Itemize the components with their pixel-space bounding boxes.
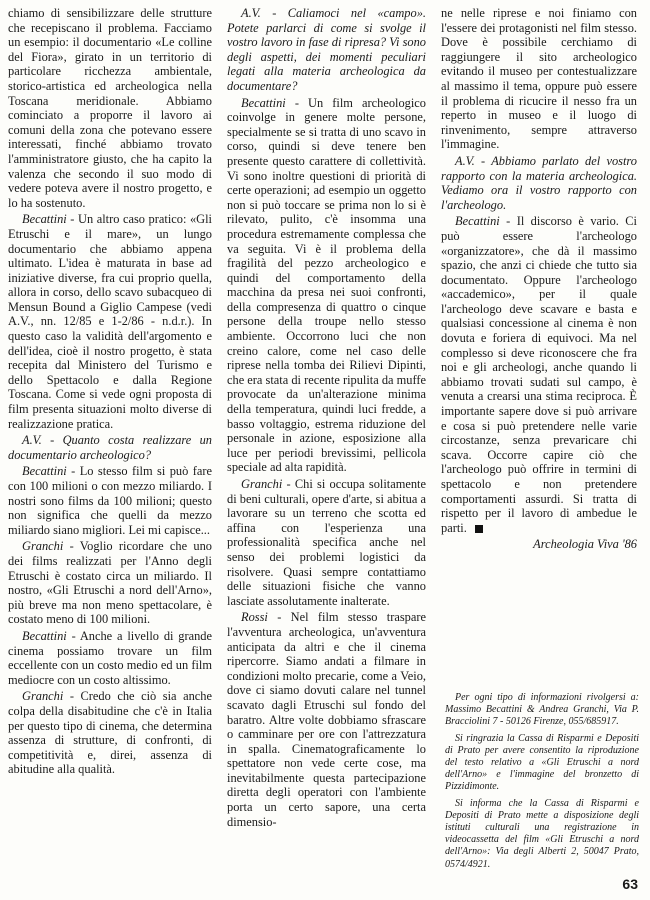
paragraph	[227, 610, 426, 829]
paragraph-text: - Voglio ricordare che uno dei films realizzati per l'Anno degli Etruschi è costato circa un miliardo. Il nostro, «Gli Etruschi a nord dell'Arno», più breve ma non meno spettacolare, è costato meno di 100 milioni.	[8, 539, 212, 627]
footnote: Si ringrazia la Cassa di Risparmi e Depositi di Prato per avere consentito la riproduzione del testo relativo a «Gli Etruschi a nord dell'Arno» e l'immagine del bronzetto di Pizzidimonte.	[445, 732, 639, 793]
paragraph	[441, 154, 637, 212]
paragraph	[8, 689, 212, 777]
interview-question: - Caliamoci nel «campo». Potete parlarci di come si svolge il vostro lavoro in fase di ripresa? Vi sono degli aspetti, dei momenti peculiari legati alla materia archeologica da documentare?	[227, 6, 426, 93]
paragraph	[8, 629, 212, 687]
paragraph-text: - Anche a livello di grande cinema possiamo trovare un film eccellente con un costo medio ed un film mediocre con un costo altissimo.	[8, 628, 212, 687]
speaker-name: Granchi	[22, 689, 64, 704]
paragraph	[8, 464, 212, 537]
speaker-name: A.V.	[22, 433, 42, 448]
interview-question: - Quanto costa realizzare un documentario archeologico?	[8, 433, 212, 462]
speaker-name: Becattini	[22, 464, 67, 479]
paragraph-text: - Il discorso è vario. Ci può essere l'archeologo «organizzatore», che dà il massimo spazio, che anzi ci chiede che tutto sia documentato. Oppure l'archeologo «accademico», per il quale l'archeologo deve scavare e basta e qualsiasi concessione al cinema è non dovuta e foriera di equivoci. Ma nel complesso si deve riconoscere che fra noi e gli archeologi, anche quando li abbiamo trovati sudati sul campo, è venuta a crearsi una stima reciproca. È importante sapere dove si può arrivare e cosa si può pretendere nelle varie circostanze, senza prevaricare chi scava. Occorre capire ciò che l'archeologo può offrire in termini di spettacolo e non pretendere comportamenti assurdi. Si tratta di rispetto per il lavoro di ambedue le parti.	[441, 214, 637, 535]
footnotes	[445, 692, 639, 875]
paragraph-text: chiamo di sensibilizzare delle strutture che recepiscano il problema. Facciamo un esempio: il documentario «Le colline del Fiora», girato in un territorio di particolare ricchezza ambientale, storico-artistica ed archeologica nella Toscana meridionale. Abbiamo cominciato a proporre il lavoro ai comuni della zona che potevano essere interessati, finché abbiamo trovato l'amministratore giusto, che ha capito la valenza che secondo il suo modo di vedere poteva avere il nostro progetto, e lo ha sostenuto.	[8, 6, 212, 210]
speaker-name: A.V.	[455, 153, 475, 168]
paragraph	[8, 539, 212, 627]
footnote: Per ogni tipo di informazioni rivolgersi a: Massimo Becattini & Andrea Granchi, Via P. Bracciolini 7 - 50126 Firenze, 055/685917.	[445, 692, 639, 728]
interview-question: - Abbiamo parlato del vostro rapporto con la materia archeologica. Vediamo ora il vostro rapporto con l'archeologo.	[441, 153, 637, 212]
speaker-name: Granchi	[241, 477, 283, 491]
paragraph	[441, 214, 637, 535]
paragraph-text: - Credo che ciò sia anche colpa della disabitudine che c'è in Italia per questo tipo di cinema, che determina assenza di strutture, di confronti, di competitività e, direi, assenza di abitudine alla qualità.	[8, 689, 212, 777]
end-square-icon	[475, 525, 483, 533]
speaker-name: Becattini	[455, 214, 500, 229]
paragraph-text: - Un altro caso pratico: «Gli Etruschi e il mare», un lungo documentario che abbiamo appena ultimato. L'idea è maturata in base ad iniziative diverse, fra cui proprio quella, allora in corso, dello scavo subacqueo di Mensun Bound a Giglio Campese (vedi A.V., nn. 12/85 e 1-2/86 - n.d.r.). In questo caso la validità dell'argomento e dell'idea, cioè il nostro progetto, è stata recepita dal Ministero del Turismo e dello Spettacolo e dalla Regione Toscana. Come si vede ogni proposta di film presenta situazioni molto diverse di realizzazione pratica.	[8, 212, 212, 431]
speaker-name: A.V.	[241, 6, 261, 20]
paragraph	[227, 6, 426, 94]
speaker-name: Becattini	[241, 95, 286, 110]
paragraph	[8, 212, 212, 431]
paragraph	[8, 433, 212, 462]
paragraph-text: - Chi si occupa solitamente di beni culturali, opere d'arte, si abitua a lavorare su un terreno che scotta ed affina con l'esperienza una professionalità specifica anche nel senso dei problemi logistici da risolvere. Quasi sempre contattiamo delle situazioni fisiche che vanno lasciate assolutamente inalterate.	[227, 477, 426, 608]
paragraph	[8, 6, 212, 210]
footnote: Si informa che la Cassa di Risparmi e Depositi di Prato mette a disposizione degli istituti culturali una registrazione in videocassetta del film «Gli Etruschi a nord dell'Arno»: Via degli Alberti 2, 50047 Prato, 0574/4921.	[445, 797, 639, 870]
article-column-3	[441, 6, 637, 552]
speaker-name: Becattini	[22, 212, 67, 227]
paragraph-text: - Un film archeologico coinvolge in genere molte persone, specialmente se si tratta di uno scavo in corso, quindi si deve tenere ben presente questo carattere di collettività. Vi sono inoltre questioni di priorità di certe operazioni; ad esempio un oggetto non si può toccare se prima non lo si è rilevato, pulito, c'è insomma una procedura estremamente complessa che va seguita. Vi è il problema della fragilità del pezzo archeologico e quindi del comportamento della macchina da presa nei suoi confronti, della compresenza di quattro o cinque persone della troupe nello stesso ambiente. Occorrono luci che non creino calore, come nel caso delle riprese nella tomba dei Rilievi Dipinti, che era stata di recente ripulita da muffe provocate da un'alterazione minima della temperatura, quindi luci fredde, a basso voltaggio, estrema riduzione del personale in azione, esposizione alla luce per periodi brevissimi, pellicola speciale ad alta rapidità.	[227, 95, 426, 475]
paragraph	[441, 6, 637, 152]
speaker-name: Becattini	[22, 628, 67, 643]
paragraph	[227, 477, 426, 608]
paragraph-text: - Nel film stesso traspare l'avventura archeologica, un'avventura anticipata da altri e che il cinema ripercorre. Siamo andati a filmare in condizioni molto precarie, come a Veio, dove ci siamo dovuti calare nel tunnel scavato dagli Etruschi sul fondo del baratro. Altre volte dobbiamo sfrascare o camminare per ore con l'attrezzatura in spalla. Cinematograficamente lo spettatore non vede certe cose, ma inevitabilmente questa partecipazione diretta degli operatori con l'ambiente porta un certo sapore, una certa dimensio-	[227, 610, 426, 829]
paragraph	[227, 96, 426, 475]
article-column-1	[8, 6, 212, 777]
paragraph-text: ne nelle riprese e noi finiamo con l'essere dei protagonisti nel film stesso. Dove è possibile cerchiamo di raggiungere il sito archeologico evitando il museo per contestualizzare al massimo il tema, oppure può essere il problema di ricucire il nesso fra un reperto in museo e il luogo di rinvenimento, sempre attraverso l'immagine.	[441, 6, 637, 152]
page-number: 63	[622, 876, 638, 892]
speaker-name: Granchi	[22, 539, 64, 554]
article-column-2	[227, 6, 426, 829]
source-credit: Archeologia Viva '86	[533, 537, 637, 552]
paragraph-text: - Lo stesso film si può fare con 100 milioni o con mezzo miliardo. I nostri sono films da 100 milioni; questo non significa che quelli da mezzo miliardo siano migliori. Lei mi capisce...	[8, 464, 212, 537]
speaker-name: Rossi	[241, 610, 268, 625]
